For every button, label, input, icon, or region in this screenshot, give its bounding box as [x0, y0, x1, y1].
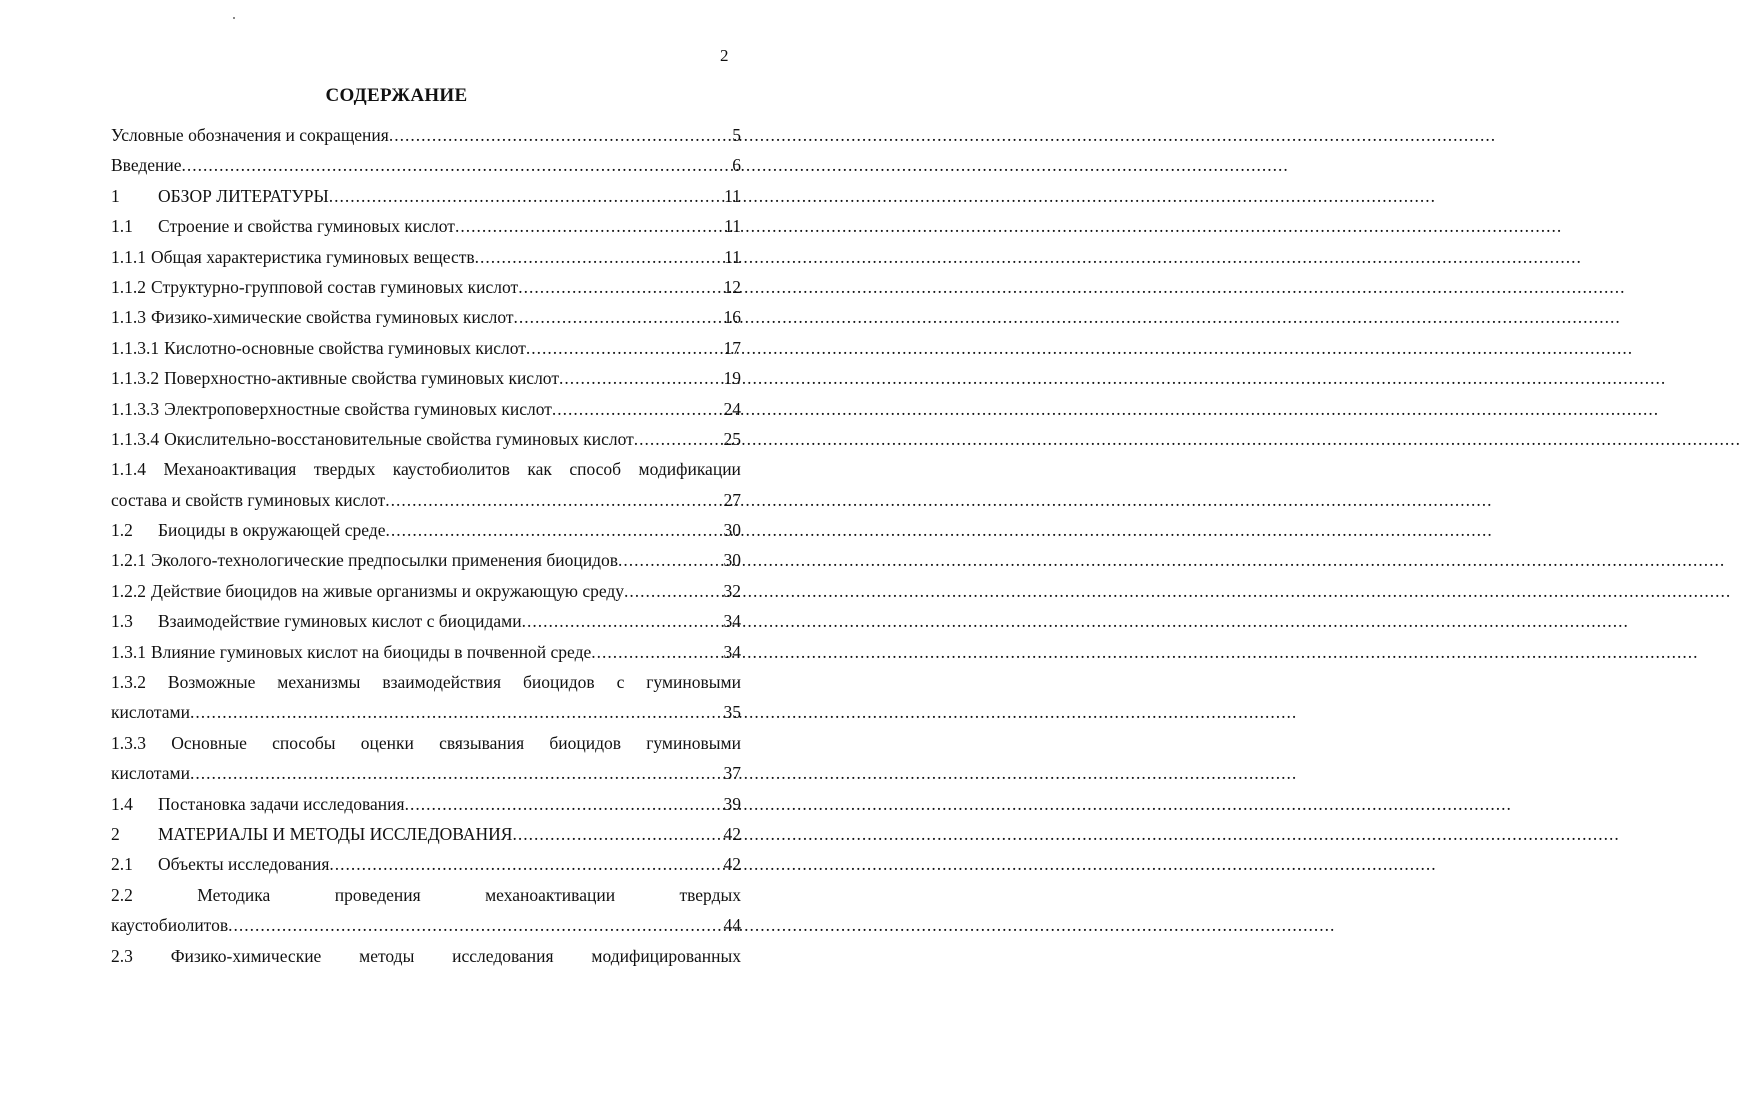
toc-entry-text: Влияние гуминовых кислот на биоциды в почвенной среде — [151, 641, 592, 662]
toc-entry-word: как — [527, 459, 552, 480]
toc-entry-text: Условные обозначения и сокращения — [111, 125, 389, 145]
toc-entry-1[interactable] — [111, 181, 741, 211]
toc-entry-number: 1.1.3.3 — [111, 398, 160, 419]
toc-entry-line-1 — [111, 667, 741, 697]
toc-entry-word: модификации — [638, 459, 741, 480]
toc-entry-line-2 — [111, 758, 741, 788]
toc-entry-word: биоцидов — [522, 672, 595, 693]
toc-entry-page: 27 — [723, 489, 741, 510]
toc-entry-number: 1.1.3.4 — [111, 428, 160, 449]
toc-entry-number: 1.1.3 — [111, 307, 146, 328]
leader-dots — [618, 545, 724, 575]
leader-dots — [190, 758, 724, 788]
toc-entry-word: с — [616, 672, 625, 693]
leader-dots — [518, 272, 723, 302]
toc-entry-text: Постановка задачи исследования — [158, 793, 405, 814]
leader-dots — [455, 211, 724, 241]
toc-entry-1-1-2[interactable] — [111, 272, 741, 302]
toc-entry-word: способы — [272, 732, 336, 753]
toc-entry-2-2[interactable] — [111, 880, 741, 941]
leader-dots — [512, 819, 723, 849]
leader-dots — [389, 120, 732, 150]
toc-entry-page: 44 — [723, 915, 741, 936]
toc-entry-text: Поверхностно-активные свойства гуминовых кислот — [164, 368, 559, 389]
toc-entry-number: 1.3.3 — [111, 732, 146, 753]
toc-entry-1-2[interactable] — [111, 515, 741, 545]
toc-entry-page: 42 — [723, 854, 741, 875]
toc-entry-1-1-3-1[interactable] — [111, 333, 741, 363]
toc-entry-text: состава и свойств гуминовых кислот — [111, 489, 386, 510]
toc-entry-1-3-2[interactable] — [111, 667, 741, 728]
toc-entry-word: твердых — [679, 884, 741, 905]
toc-entry-word: Методика — [197, 884, 271, 905]
toc-entry-2-1[interactable] — [111, 849, 741, 879]
toc-entry-number: 1.2.1 — [111, 550, 146, 571]
toc-entry-word: оценки — [360, 732, 414, 753]
toc-entry-number: 1.1 — [111, 216, 133, 237]
toc-entry-text: Действие биоцидов на живые организмы и окружающую среду — [151, 580, 625, 601]
toc-entry-1-1-4[interactable] — [111, 454, 741, 515]
leader-dots — [190, 697, 724, 727]
toc-entry-number: 1.2 — [111, 520, 133, 541]
leader-dots — [329, 181, 724, 211]
toc-entry-page: 25 — [723, 428, 741, 449]
toc-entry-text: Взаимодействие гуминовых кислот с биоцидами — [158, 611, 522, 632]
toc-entry-line-1 — [111, 880, 741, 910]
toc-entry-1-3-1[interactable] — [111, 637, 741, 667]
toc-entry-word: проведения — [334, 884, 421, 905]
toc-entry-page: 35 — [723, 702, 741, 723]
toc-entry-page: 11 — [724, 185, 741, 206]
toc-entry-1-1[interactable] — [111, 211, 741, 241]
toc-entry-word: исследования — [452, 945, 554, 966]
toc-entry-text: Строение и свойства гуминовых кислот — [158, 216, 455, 237]
toc-entry-text: кислотами — [111, 702, 190, 723]
leader-dots — [526, 333, 724, 363]
toc-entry-text: Электроповерхностные свойства гуминовых кислот — [164, 398, 552, 419]
toc-entry-number: 1.3 — [111, 611, 133, 632]
scan-speck — [233, 17, 235, 19]
toc-entry-1-1-1[interactable] — [111, 242, 741, 272]
toc-entry-2-3[interactable] — [111, 941, 741, 971]
toc-entry-text: Объекты исследования — [158, 854, 330, 875]
document-page — [0, 0, 793, 1095]
leader-dots — [405, 789, 724, 819]
toc-entry-1-3-3[interactable] — [111, 728, 741, 789]
leader-dots — [559, 363, 724, 393]
toc-entry-page: 37 — [723, 763, 741, 784]
toc-entry-page: 19 — [723, 368, 741, 389]
toc-entry-line-2 — [111, 697, 741, 727]
toc-entry-word: гуминовыми — [646, 672, 741, 693]
toc-entry-text: МАТЕРИАЛЫ И МЕТОДЫ ИССЛЕДОВАНИЯ — [158, 823, 513, 844]
toc-entry-line-1 — [111, 454, 741, 484]
toc-entry-number: 1.1.3.2 — [111, 368, 160, 389]
leader-dots — [329, 849, 723, 879]
toc-entry-page: 16 — [723, 307, 741, 328]
toc-entry-page: 34 — [723, 611, 741, 632]
leader-dots — [386, 515, 724, 545]
toc-entry-number: 1.4 — [111, 793, 133, 814]
toc-entry-page: 17 — [723, 337, 741, 358]
toc-entry-text: Общая характеристика гуминовых веществ — [151, 246, 475, 267]
toc-entry-text: кислотами — [111, 763, 190, 784]
toc-entry-number: 1.1.4 — [111, 459, 146, 480]
toc-entry-number: 1.3.2 — [111, 672, 146, 693]
toc-entry-number: 1.2.2 — [111, 580, 146, 601]
toc-entry-word: способ — [569, 459, 622, 480]
toc-entry-1-3[interactable] — [111, 606, 741, 636]
toc-entry-word: механизмы — [277, 672, 361, 693]
toc-entry-2[interactable] — [111, 819, 741, 849]
toc-entry-introduction[interactable] — [111, 150, 741, 180]
toc-entry-number: 1.1.1 — [111, 246, 146, 267]
toc-entry-number: 1 — [111, 185, 120, 206]
toc-entry-word: Физико-химические — [170, 945, 322, 966]
page-title: СОДЕРЖАНИЕ — [325, 85, 468, 106]
toc-entry-word: взаимодействия — [382, 672, 502, 693]
leader-dots — [385, 485, 723, 515]
toc-entry-word: методы — [359, 945, 415, 966]
toc-entry-page: 24 — [723, 398, 741, 419]
toc-entry-line-1 — [111, 941, 741, 971]
toc-entry-number: 2.1 — [111, 854, 133, 875]
toc-entry-number: 2.3 — [111, 945, 133, 966]
toc-entry-number: 2 — [111, 823, 120, 844]
toc-entry-1-1-3-4[interactable] — [111, 424, 741, 454]
toc-entry-page: 12 — [723, 276, 741, 297]
toc-entry-page: 11 — [724, 246, 741, 267]
toc-entry-page: 42 — [723, 823, 741, 844]
toc-entry-word: связывания — [439, 732, 525, 753]
toc-entry-page: 11 — [724, 216, 741, 237]
toc-entry-1-1-3[interactable] — [111, 302, 741, 332]
leader-dots — [182, 150, 733, 180]
toc-entry-word: твердых — [313, 459, 376, 480]
toc-entry-text: Введение — [111, 155, 182, 176]
toc-entry-word: модифицированных — [591, 945, 741, 966]
toc-entry-text: Окислительно-восстановительные свойства гуминовых кислот — [164, 428, 634, 449]
toc-entry-word: гуминовыми — [646, 732, 741, 753]
toc-entry-word: Возможные — [167, 672, 256, 693]
leader-dots — [634, 424, 724, 454]
toc-entry-page: 5 — [732, 125, 741, 145]
toc-entry-line-2 — [111, 485, 741, 515]
toc-entry-word: механоактивации — [485, 884, 616, 905]
toc-entry-1-2-1[interactable] — [111, 545, 741, 575]
table-of-contents — [111, 120, 741, 971]
toc-entry-1-1-3-2[interactable] — [111, 363, 741, 393]
toc-entry-page: 30 — [723, 520, 741, 541]
toc-entry-number: 2.2 — [111, 884, 133, 905]
toc-entry-text: Физико-химические свойства гуминовых кислот — [151, 307, 514, 328]
toc-entry-word: каустобиолитов — [392, 459, 510, 480]
toc-entry-text: ОБЗОР ЛИТЕРАТУРЫ — [158, 185, 329, 206]
leader-dots — [591, 637, 723, 667]
leader-dots — [228, 910, 723, 940]
toc-entry-word: Основные — [171, 732, 247, 753]
toc-entry-number: 1.3.1 — [111, 641, 146, 662]
leader-dots — [514, 302, 724, 332]
toc-entry-1-2-2[interactable] — [111, 576, 741, 606]
toc-entry-text: каустобиолитов — [111, 915, 229, 936]
toc-entry-page: 30 — [723, 550, 741, 571]
toc-entry-page: 34 — [723, 641, 741, 662]
leader-dots — [624, 576, 723, 606]
toc-entry-text: Кислотно-основные свойства гуминовых кислот — [164, 337, 526, 358]
toc-entry-word: биоцидов — [549, 732, 622, 753]
toc-entry-word: Механоактивация — [163, 459, 297, 480]
toc-entry-page: 39 — [723, 793, 741, 814]
leader-dots — [522, 606, 724, 636]
toc-entry-text: Биоциды в окружающей среде — [158, 520, 386, 541]
toc-entry-page: 32 — [723, 580, 741, 601]
leader-dots — [475, 242, 724, 272]
page-number: 2 — [720, 46, 729, 65]
toc-entry-1-1-3-3[interactable] — [111, 394, 741, 424]
toc-entry-abbreviations[interactable] — [111, 120, 741, 150]
toc-entry-line-1 — [111, 728, 741, 758]
toc-entry-text: Структурно-групповой состав гуминовых кислот — [151, 276, 519, 297]
leader-dots — [552, 394, 724, 424]
toc-entry-line-2 — [111, 910, 741, 940]
toc-entry-page: 6 — [732, 155, 741, 176]
toc-entry-text: Эколого-технологические предпосылки применения биоцидов — [151, 550, 618, 571]
toc-entry-1-4[interactable] — [111, 789, 741, 819]
toc-entry-number: 1.1.2 — [111, 276, 146, 297]
toc-entry-number: 1.1.3.1 — [111, 337, 160, 358]
